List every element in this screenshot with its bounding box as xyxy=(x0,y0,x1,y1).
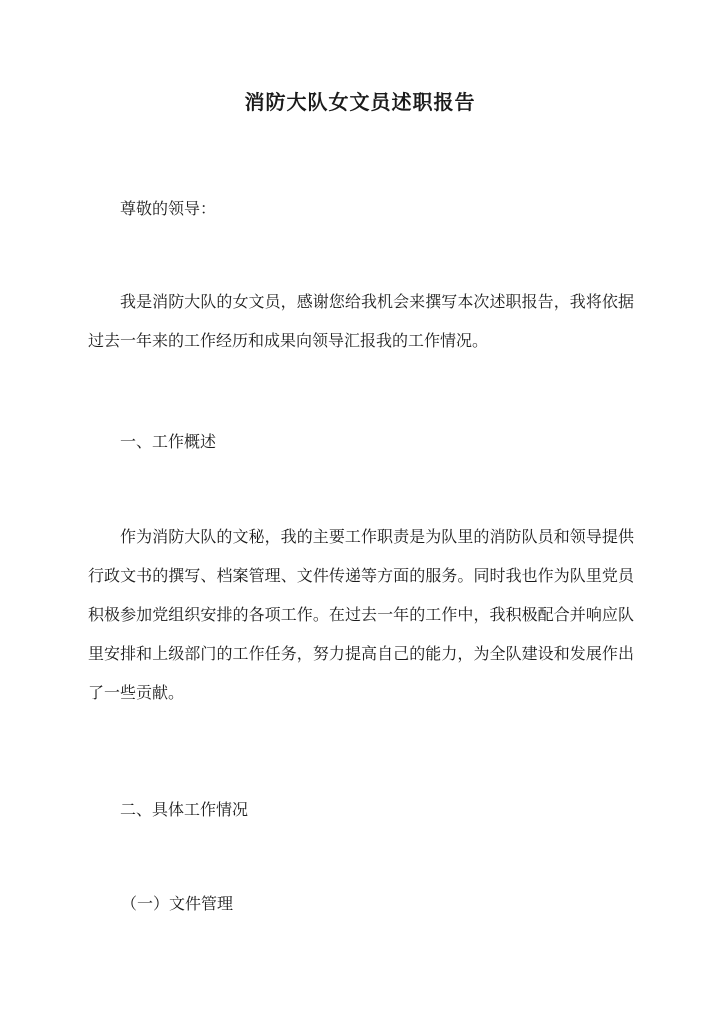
salutation: 尊敬的领导： xyxy=(120,199,217,218)
section-heading-overview: 一、工作概述 xyxy=(120,432,217,451)
overview-paragraph: 作为消防大队的文秘，我的主要工作职责是为队里的消防队员和领导提供行政文书的撰写、档案管理、文件传递等方面的服务。同时我也作为队里党员积极参加党组织安排的各项工作。在过去一年的工作中，我积极配合并响应队里安排和上级部门的工作任务，努力提高自己的能力，为全队建设和发展作出了一些贡献。 xyxy=(88,527,634,702)
subsection-heading-file-management: （一）文件管理 xyxy=(121,894,234,913)
document-title: 消防大队女文员述职报告 xyxy=(244,90,476,114)
section-heading-details: 二、具体工作情况 xyxy=(120,800,249,819)
intro-paragraph: 我是消防大队的女文员，感谢您给我机会来撰写本次述职报告，我将依据过去一年来的工作经历和成果向领导汇报我的工作情况。 xyxy=(88,292,634,350)
